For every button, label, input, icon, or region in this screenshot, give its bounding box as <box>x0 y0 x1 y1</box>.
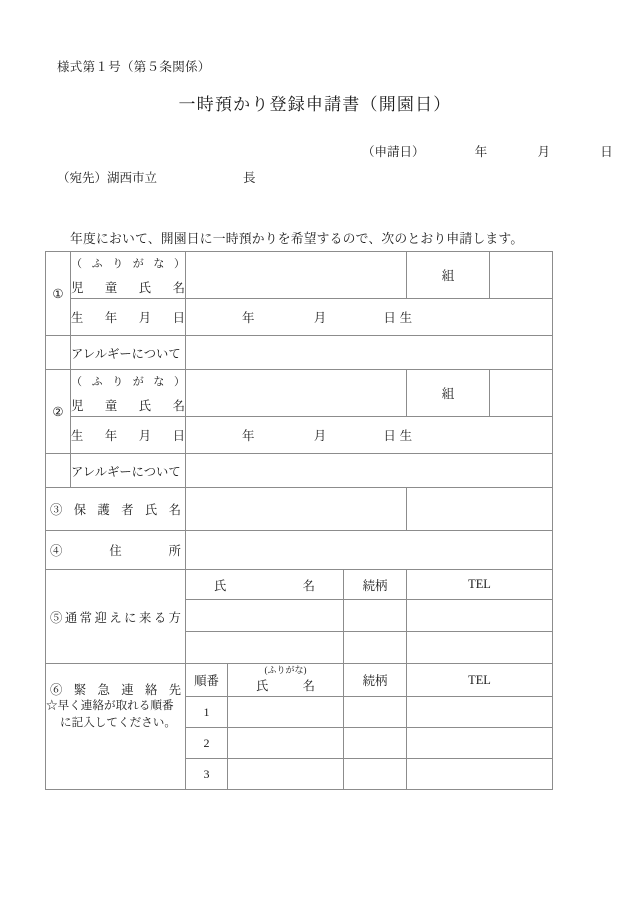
label-child1-name-text: 児童氏名 <box>71 280 185 295</box>
label-child1-name <box>71 252 186 299</box>
label-emergency <box>46 664 186 790</box>
child2-dob-month: 月 <box>313 429 327 443</box>
table-row-child2-name <box>46 370 553 417</box>
field-pickup-1-tel[interactable] <box>407 600 553 632</box>
field-pickup-2-tel[interactable] <box>407 632 553 664</box>
marker-child1-allergy-spacer <box>46 336 71 370</box>
label-child1-dob <box>71 299 186 336</box>
field-address[interactable] <box>186 531 553 570</box>
label-child1-allergy <box>71 336 186 370</box>
addressee-municipality: 湖西市立 <box>107 171 158 185</box>
marker-child2: ② <box>46 370 71 454</box>
label-guardian <box>46 488 186 531</box>
label-child2-furigana: （ふりがな） <box>71 375 185 388</box>
field-child1-name[interactable] <box>186 252 407 299</box>
field-child1-kumi[interactable] <box>490 252 553 299</box>
table-row-pickup-header <box>46 570 553 600</box>
label-child1-dob-text: 生年月日 <box>71 311 185 325</box>
table-row-child2-dob <box>46 417 553 454</box>
column-header-pickup-relation: 続柄 <box>344 570 407 600</box>
label-emergency-text <box>46 680 185 698</box>
label-child2-name <box>71 370 186 417</box>
table-row-child1-dob <box>46 299 553 336</box>
field-child2-allergy[interactable] <box>186 454 553 488</box>
table-row-emergency-header <box>46 664 553 697</box>
field-emergency-2-name[interactable] <box>228 728 344 759</box>
child2-dob-day: 日 生 <box>383 429 413 443</box>
label-pickup <box>46 570 186 664</box>
application-form-table <box>45 251 553 790</box>
child1-dob-year: 年 <box>242 311 255 325</box>
child1-dob-month: 月 <box>313 311 327 325</box>
field-child1-allergy[interactable] <box>186 336 553 370</box>
label-child2-allergy <box>71 454 186 488</box>
label-child2-name-text: 児童氏名 <box>71 398 185 413</box>
field-emergency-1-order: 1 <box>186 697 228 728</box>
addressee-line <box>57 168 256 186</box>
field-child2-kumi[interactable] <box>490 370 553 417</box>
column-header-pickup-tel: TEL <box>407 570 553 600</box>
label-guardian-text <box>46 500 185 518</box>
column-header-pickup-name <box>186 570 344 600</box>
page-title: 一時預かり登録申請書（開園日） <box>178 95 452 114</box>
column-header-pickup-name-text: 氏名 <box>214 578 315 593</box>
intro-sentence: 年度において、開園日に一時預かりを希望するので、次のとおり申請します。 <box>70 232 524 246</box>
field-pickup-2-relation[interactable] <box>344 632 407 664</box>
field-guardian-name-extra[interactable] <box>407 488 553 531</box>
child1-dob-day: 日 生 <box>383 311 413 325</box>
marker-pickup: ⑤ <box>50 610 65 625</box>
column-header-emergency-order: 順番 <box>186 664 228 697</box>
emergency-note <box>46 699 185 732</box>
table-row-child1-allergy <box>46 336 553 370</box>
table-row-guardian <box>46 488 553 531</box>
marker-child1: ① <box>46 252 71 336</box>
marker-child2-allergy-spacer <box>46 454 71 488</box>
field-emergency-2-order: 2 <box>186 728 228 759</box>
child2-dob-year: 年 <box>242 429 255 443</box>
label-child2-dob <box>71 417 186 454</box>
table-row-child1-name <box>46 252 553 299</box>
field-guardian-name[interactable] <box>186 488 407 531</box>
field-child2-name[interactable] <box>186 370 407 417</box>
application-date-month-unit: 月 <box>537 145 551 159</box>
addressee-suffix: 長 <box>243 171 256 185</box>
field-emergency-1-relation[interactable] <box>344 697 407 728</box>
marker-emergency: ⑥ <box>50 683 74 697</box>
field-emergency-3-relation[interactable] <box>344 759 407 790</box>
label-address-text <box>46 541 185 559</box>
column-header-emergency-name-text: 氏名 <box>256 679 315 693</box>
label-child1-allergy-text: アレルギーについて <box>71 346 181 361</box>
field-emergency-3-name[interactable] <box>228 759 344 790</box>
column-header-emergency-name-furigana: (ふりがな) <box>264 665 307 675</box>
form-number: 様式第１号（第５条関係） <box>57 60 211 74</box>
table-row-child2-allergy <box>46 454 553 488</box>
application-date-year-unit: 年 <box>474 145 488 159</box>
field-pickup-2-name[interactable] <box>186 632 344 664</box>
field-emergency-2-tel[interactable] <box>407 728 553 759</box>
label-emergency-body: 緊急連絡先 <box>73 683 181 697</box>
label-child1-kumi: 組 <box>407 252 490 299</box>
field-child1-dob[interactable] <box>186 299 553 336</box>
column-header-emergency-tel: TEL <box>407 664 553 697</box>
marker-address: ④ <box>50 544 110 558</box>
application-date-label: （申請日） <box>362 145 425 159</box>
label-pickup-body: 通常迎えに来る方 <box>64 610 181 625</box>
label-child2-allergy-text: アレルギーについて <box>71 464 181 479</box>
label-address-body: 住所 <box>109 544 181 558</box>
field-emergency-1-name[interactable] <box>228 697 344 728</box>
field-child2-dob[interactable] <box>186 417 553 454</box>
emergency-note-line1: ☆早く連絡が取れる順番 <box>46 699 174 712</box>
application-date-day-unit: 日 <box>600 145 613 159</box>
label-guardian-body: 保護者氏名 <box>73 503 181 517</box>
field-pickup-1-relation[interactable] <box>344 600 407 632</box>
column-header-emergency-relation: 続柄 <box>344 664 407 697</box>
marker-guardian: ③ <box>50 503 74 517</box>
field-emergency-2-relation[interactable] <box>344 728 407 759</box>
addressee-prefix: （宛先） <box>57 171 108 185</box>
label-address <box>46 531 186 570</box>
label-pickup-text <box>46 608 185 626</box>
label-child1-furigana: （ふりがな） <box>71 257 185 270</box>
application-date-line <box>362 142 613 160</box>
emergency-note-line2: に記入してください。 <box>60 715 176 729</box>
field-emergency-3-order: 3 <box>186 759 228 790</box>
field-emergency-3-tel[interactable] <box>407 759 553 790</box>
field-emergency-1-tel[interactable] <box>407 697 553 728</box>
column-header-emergency-name <box>228 664 344 697</box>
label-child2-kumi: 組 <box>407 370 490 417</box>
field-pickup-1-name[interactable] <box>186 600 344 632</box>
table-row-address <box>46 531 553 570</box>
label-child2-dob-text: 生年月日 <box>71 429 185 443</box>
